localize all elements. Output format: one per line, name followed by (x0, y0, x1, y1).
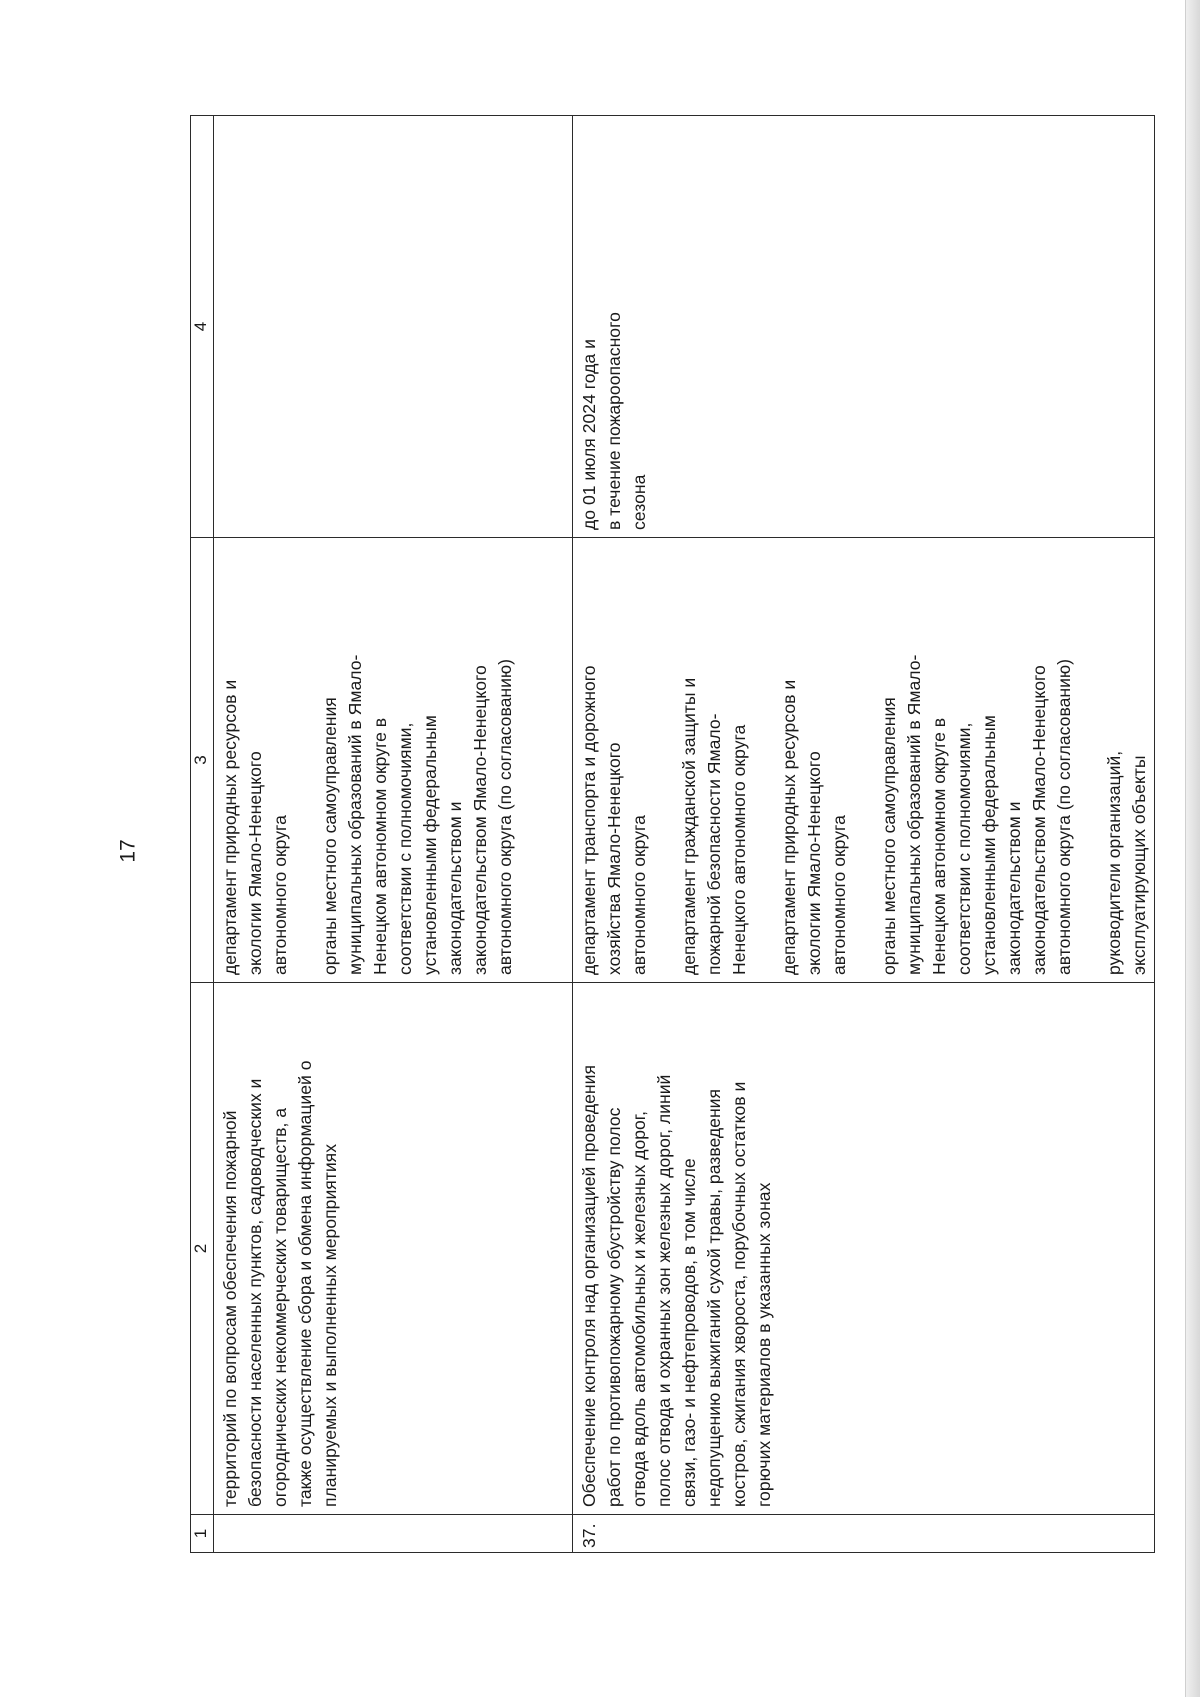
plan-table-rotated (190, 116, 1149, 1553)
executor-item: департамент природных ресурсов и экологии Ямало-Ненецкого автономного округа (220, 679, 290, 975)
executors-cell (573, 538, 1155, 983)
measure-text: территорий по вопросам обеспечения пожарной безопасности населенных пунктов, садоводческих и огороднических некоммерческих товариществ, а также осуществление сбора и обмена информацией о планируемых и выполненных мероприятиях (220, 1060, 340, 1507)
header-col-1: 1 (191, 1515, 214, 1553)
header-col-3: 3 (191, 538, 214, 983)
measure-text: Обеспечение контроля над организацией проведения работ по противопожарному обустройству полос отвода вдоль автомобильных и железных дорог, полос отвода и охранных зон железных дорог, линий связи, газо- и нефтепроводов, в том числе недопущению выжиганий сухой травы, разведения костров, сжигания хвороста, порубочных остатков и горючих материалов в указанных зонах (579, 1065, 774, 1507)
executor-item: органы местного самоуправления муниципальных образований в Ямало- Ненецком автономном округе в соответствии с полномочиями, установленными федеральным законодательством и законодательством Ямало-Ненецкого автономного округа (по согласованию) (320, 654, 515, 975)
measure-cell (573, 983, 1155, 1515)
deadline-cell (573, 116, 1155, 538)
executors-cell (214, 538, 573, 983)
plan-table (190, 115, 1155, 1553)
header-col-4: 4 (191, 116, 214, 538)
row-number (214, 1515, 573, 1553)
plan-table-frame (190, 116, 1149, 1553)
header-col-2: 2 (191, 983, 214, 1515)
deadline-text: до 01 июля 2024 года и в течение пожароопасного сезона (579, 312, 649, 530)
executor-item: руководители организаций, эксплуатирующих объекты (1104, 750, 1149, 975)
table-row (573, 116, 1155, 1553)
page-edge-shadow (1185, 0, 1200, 1697)
executor-item: органы местного самоуправления муниципальных образований в Ямало- Ненецком автономном округе в соответствии с полномочиями, установленными федеральным законодательством и законодательством Ямало-Ненецкого автономного округа (по согласованию) (879, 654, 1074, 975)
executor-item: департамент природных ресурсов и экологии Ямало-Ненецкого автономного округа (779, 679, 849, 975)
table-row (214, 116, 573, 1553)
executor-item: департамент гражданской защиты и пожарной безопасности Ямало- Ненецкого автономного округа (679, 677, 749, 975)
executor-item: департамент транспорта и дорожного хозяйства Ямало-Ненецкого автономного округа (579, 665, 649, 975)
table-header-row (191, 116, 214, 1553)
measure-cell (214, 983, 573, 1515)
row-number: 37. (573, 1515, 1155, 1553)
page-number: 17 (117, 839, 141, 863)
deadline-cell (214, 116, 573, 538)
